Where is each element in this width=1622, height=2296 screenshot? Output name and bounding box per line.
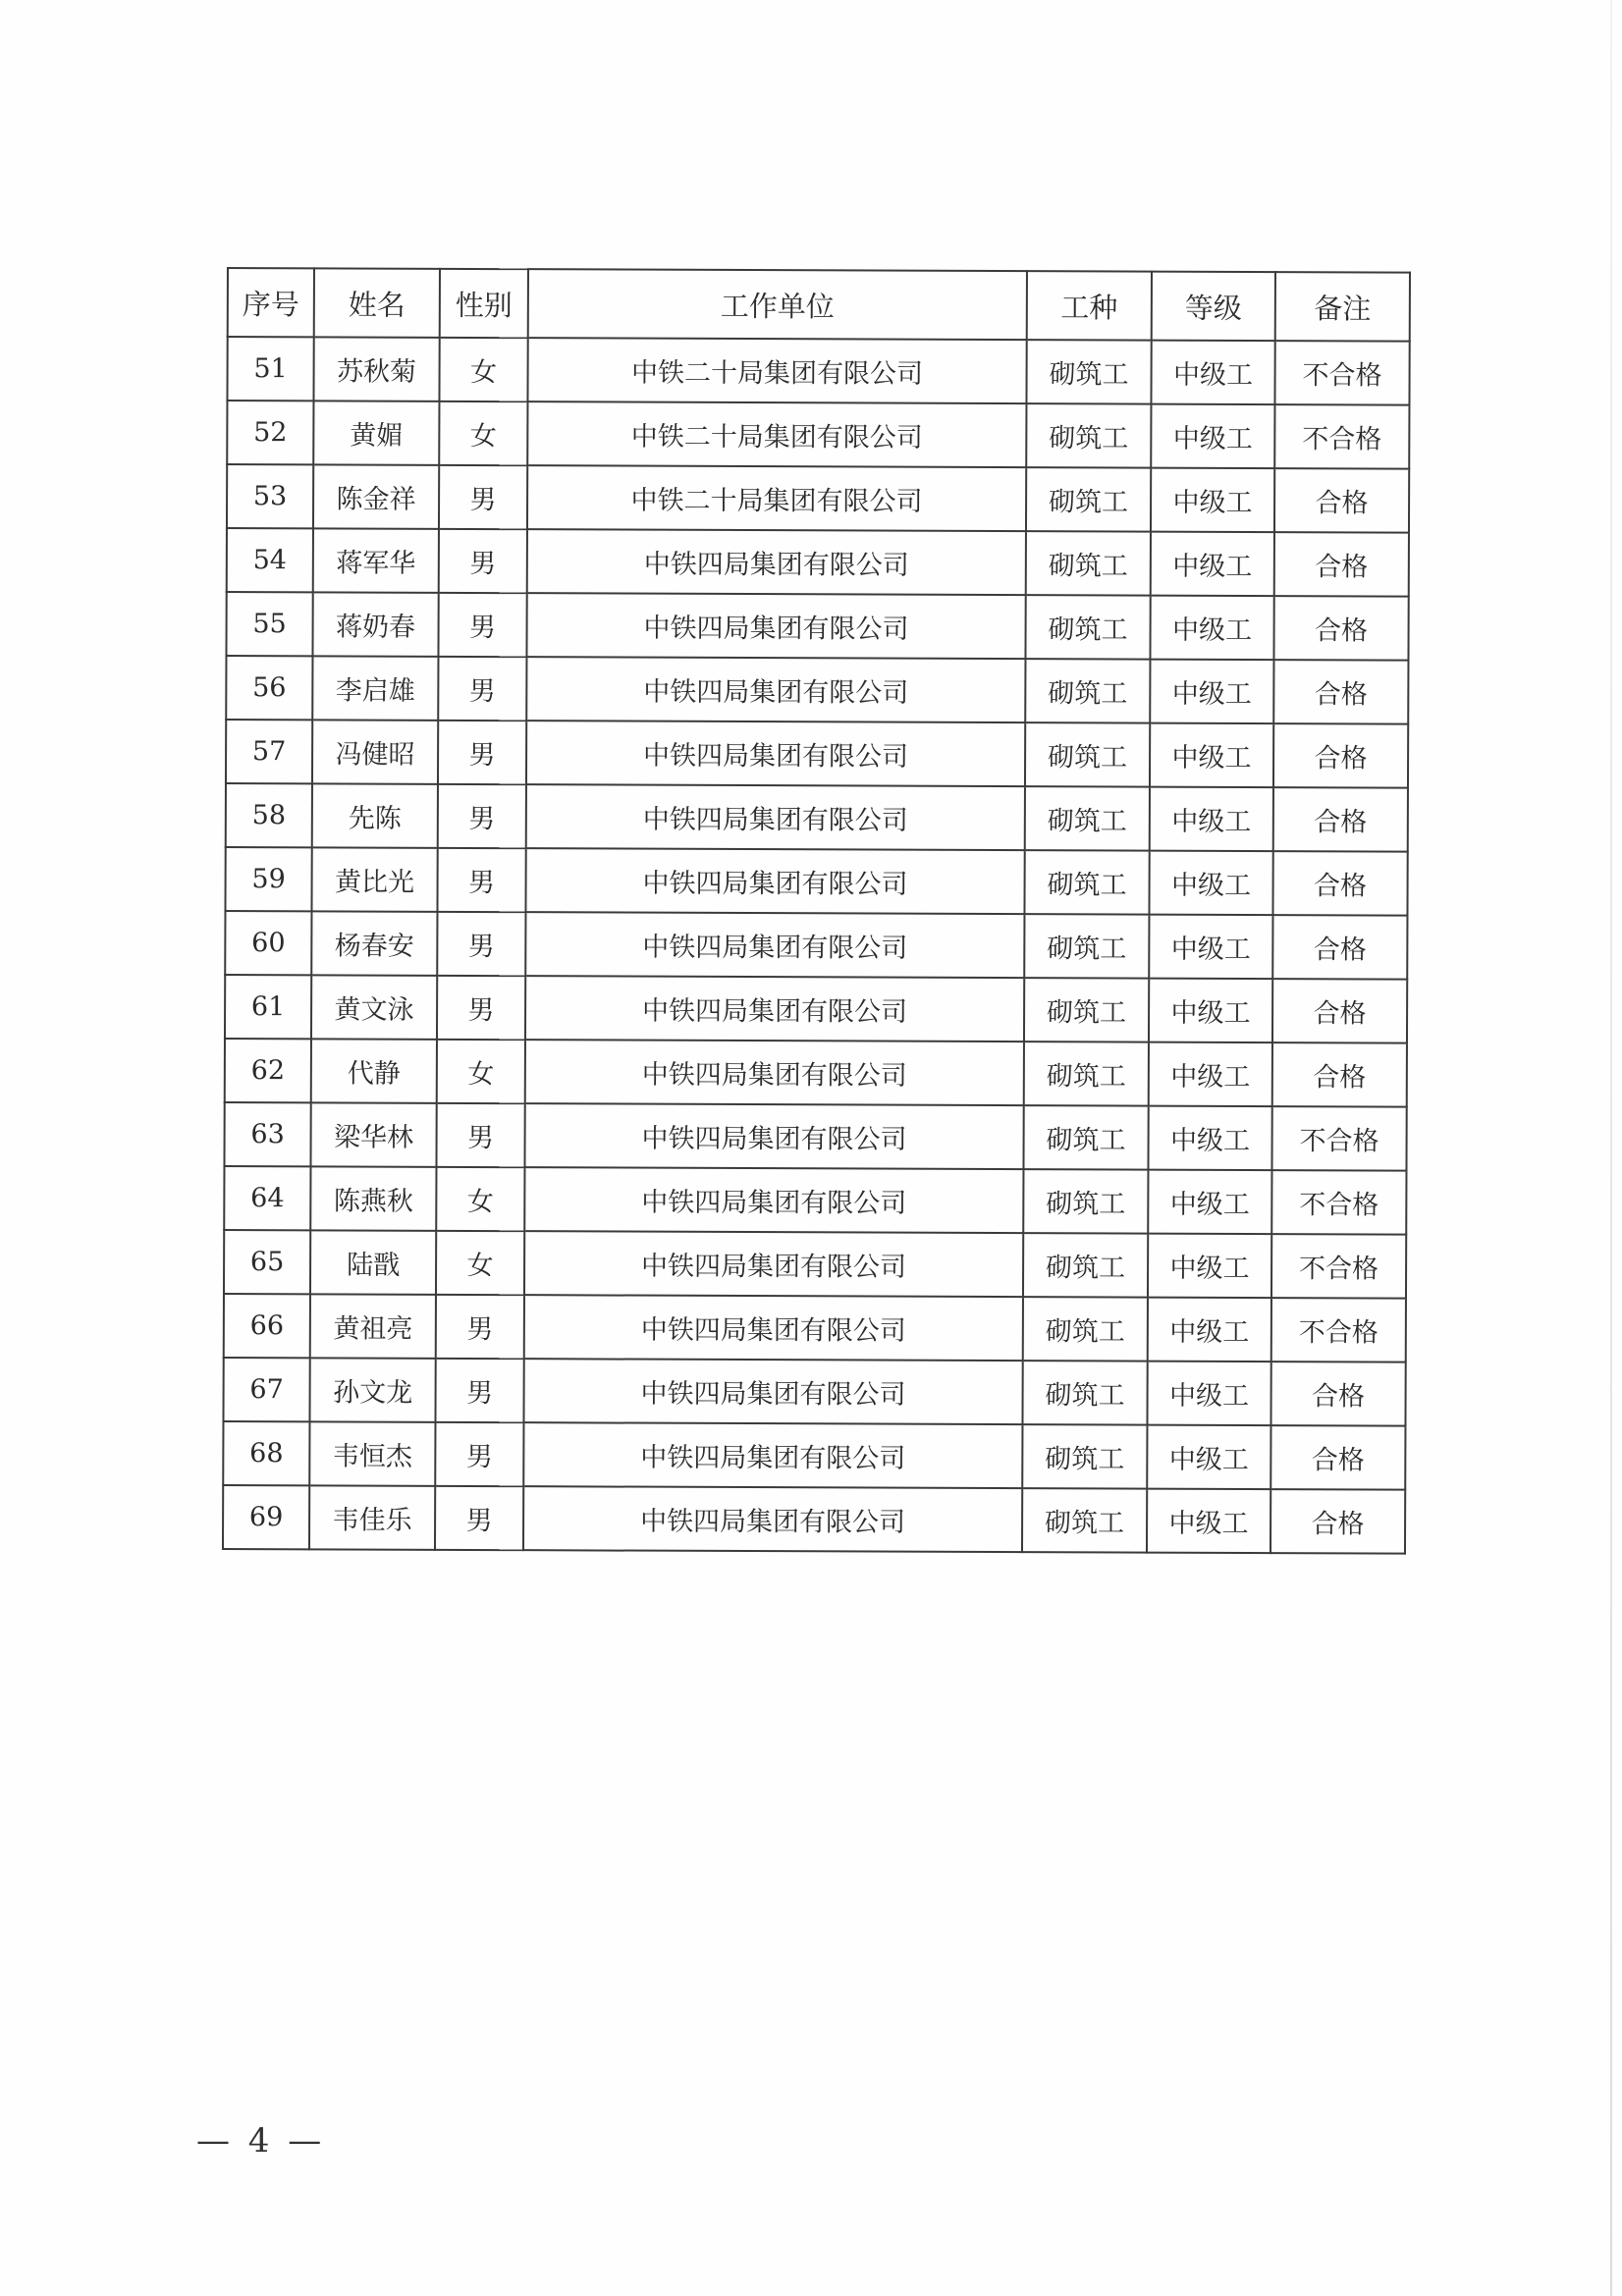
table-row [226,783,1408,852]
cell-unit: 中铁四局集团有限公司 [525,1040,1024,1105]
cell-seq: 54 [227,528,313,592]
cell-name: 孙文龙 [309,1358,435,1421]
cell-trade: 砌筑工 [1023,1233,1148,1297]
cell-unit: 中铁四局集团有限公司 [523,1486,1022,1552]
cell-trade: 砌筑工 [1026,531,1151,595]
cell-remark: 合格 [1272,915,1407,980]
table-row [225,911,1407,980]
cell-seq: 68 [223,1421,309,1485]
table-row [223,1358,1405,1426]
cell-grade: 中级工 [1149,851,1272,915]
cell-gender: 男 [435,1359,523,1422]
cell-remark: 不合格 [1271,1234,1406,1299]
cell-seq: 55 [226,592,312,656]
cell-remark: 不合格 [1271,1298,1406,1362]
cell-unit: 中铁四局集团有限公司 [524,1231,1023,1297]
cell-grade: 中级工 [1148,1298,1271,1362]
cell-remark: 不合格 [1271,1170,1406,1235]
cell-trade: 砌筑工 [1022,1361,1147,1424]
cell-grade: 中级工 [1149,915,1272,979]
cell-remark: 不合格 [1274,341,1409,405]
cell-trade: 砌筑工 [1024,914,1149,978]
cell-grade: 中级工 [1148,1170,1271,1234]
table-row [227,464,1409,533]
table-row [227,528,1409,597]
cell-grade: 中级工 [1147,1362,1271,1425]
results-table-wrapper [222,267,1411,1555]
cell-gender: 男 [436,1103,524,1167]
cell-unit: 中铁二十局集团有限公司 [527,465,1026,531]
table-row [225,847,1407,916]
cell-gender: 男 [438,593,526,657]
cell-trade: 砌筑工 [1024,850,1149,914]
cell-grade: 中级工 [1149,1042,1272,1106]
header-gender: 性别 [440,269,528,338]
table-row [225,975,1407,1043]
cell-unit: 中铁四局集团有限公司 [526,784,1025,850]
cell-name: 陈燕秋 [310,1166,436,1230]
cell-unit: 中铁二十局集团有限公司 [527,401,1026,467]
cell-seq: 56 [226,656,312,720]
cell-seq: 58 [226,783,312,847]
cell-trade: 砌筑工 [1026,403,1151,467]
table-row [224,1294,1406,1362]
cell-name: 黄文泳 [311,975,437,1039]
cell-gender: 男 [435,1486,523,1550]
cell-seq: 67 [223,1358,309,1421]
cell-remark: 合格 [1271,1362,1405,1426]
header-unit: 工作单位 [528,269,1027,340]
header-trade: 工种 [1027,271,1152,340]
cell-gender: 男 [437,976,525,1040]
cell-seq: 69 [223,1485,309,1549]
header-remark: 备注 [1275,272,1410,342]
cell-remark: 合格 [1273,787,1408,852]
cell-unit: 中铁四局集团有限公司 [525,912,1024,978]
cell-trade: 砌筑工 [1026,467,1151,531]
cell-remark: 合格 [1272,979,1407,1043]
cell-trade: 砌筑工 [1025,722,1150,786]
cell-remark: 合格 [1273,723,1408,788]
cell-name: 梁华林 [310,1102,436,1166]
cell-unit: 中铁四局集团有限公司 [526,657,1025,722]
cell-trade: 砌筑工 [1025,659,1150,722]
cell-trade: 砌筑工 [1023,1169,1148,1233]
cell-grade: 中级工 [1151,404,1274,468]
cell-name: 黄媚 [313,400,439,464]
cell-seq: 57 [226,720,312,783]
cell-gender: 女 [437,1040,525,1103]
cell-name: 韦佳乐 [309,1485,435,1549]
cell-seq: 59 [225,847,311,911]
table-row [225,1039,1407,1107]
cell-seq: 51 [227,337,313,400]
cell-gender: 女 [436,1231,524,1295]
cell-remark: 合格 [1272,1042,1407,1107]
table-row [223,1485,1405,1554]
table-row [227,400,1409,469]
table-row [226,720,1408,788]
cell-remark: 合格 [1273,660,1408,724]
cell-remark: 不合格 [1274,404,1409,469]
cell-gender: 男 [439,529,527,593]
cell-grade: 中级工 [1151,341,1274,404]
page-number: — 4 — [196,2121,326,2161]
cell-grade: 中级工 [1150,723,1273,787]
cell-trade: 砌筑工 [1024,978,1149,1041]
cell-grade: 中级工 [1151,532,1274,596]
cell-seq: 66 [224,1294,310,1358]
cell-seq: 52 [227,400,313,464]
cell-remark: 合格 [1271,1489,1405,1554]
cell-gender: 男 [438,721,526,784]
cell-remark: 合格 [1272,851,1407,916]
cell-remark: 合格 [1274,468,1409,533]
cell-gender: 女 [439,338,527,401]
cell-name: 杨春安 [311,911,437,975]
cell-name: 先陈 [312,783,438,847]
cell-grade: 中级工 [1150,596,1273,660]
header-seq: 序号 [228,268,314,337]
cell-grade: 中级工 [1150,787,1273,851]
table-row [226,656,1408,724]
cell-remark: 合格 [1271,1425,1405,1490]
cell-name: 李启雄 [312,656,438,720]
scan-edge-divider [1610,0,1612,2296]
cell-name: 代静 [311,1039,437,1102]
cell-grade: 中级工 [1147,1489,1271,1553]
table-row [226,592,1408,661]
cell-gender: 男 [435,1422,523,1486]
cell-name: 黄祖亮 [310,1294,436,1358]
cell-seq: 60 [225,911,311,975]
cell-name: 苏秋菊 [313,337,439,400]
table-row [224,1166,1406,1235]
cell-trade: 砌筑工 [1026,340,1151,403]
header-grade: 等级 [1152,272,1275,341]
table-row [224,1102,1406,1171]
cell-remark: 不合格 [1271,1106,1406,1171]
cell-name: 陆戬 [310,1230,436,1294]
cell-seq: 63 [224,1102,310,1166]
cell-seq: 64 [224,1166,310,1230]
cell-seq: 53 [227,464,313,528]
cell-unit: 中铁四局集团有限公司 [526,721,1025,786]
cell-gender: 男 [436,1295,524,1359]
cell-unit: 中铁四局集团有限公司 [525,848,1024,914]
cell-trade: 砌筑工 [1025,595,1150,659]
cell-unit: 中铁四局集团有限公司 [525,976,1024,1041]
cell-unit: 中铁四局集团有限公司 [524,1167,1023,1233]
cell-trade: 砌筑工 [1022,1488,1147,1552]
cell-grade: 中级工 [1148,1106,1271,1170]
cell-gender: 女 [436,1167,524,1231]
results-table [222,267,1411,1555]
cell-grade: 中级工 [1147,1425,1271,1489]
cell-gender: 男 [439,465,527,529]
cell-unit: 中铁四局集团有限公司 [526,593,1025,659]
cell-grade: 中级工 [1149,979,1272,1042]
cell-gender: 男 [438,784,526,848]
cell-gender: 女 [439,401,527,465]
cell-unit: 中铁四局集团有限公司 [523,1359,1022,1424]
cell-remark: 合格 [1274,532,1409,597]
cell-trade: 砌筑工 [1025,786,1150,850]
cell-trade: 砌筑工 [1023,1297,1148,1361]
cell-grade: 中级工 [1148,1234,1271,1298]
cell-unit: 中铁四局集团有限公司 [524,1103,1023,1169]
table-row [224,1230,1406,1299]
cell-grade: 中级工 [1150,660,1273,723]
cell-seq: 65 [224,1230,310,1294]
header-name: 姓名 [314,268,440,337]
cell-trade: 砌筑工 [1023,1105,1148,1169]
cell-unit: 中铁四局集团有限公司 [523,1422,1022,1488]
cell-remark: 合格 [1273,596,1408,661]
table-row [227,337,1409,405]
cell-name: 冯健昭 [312,720,438,783]
cell-seq: 61 [225,975,311,1039]
cell-name: 陈金祥 [313,464,439,528]
cell-gender: 男 [437,912,525,976]
table-row [223,1421,1405,1490]
cell-seq: 62 [225,1039,311,1102]
cell-gender: 男 [437,848,525,912]
cell-grade: 中级工 [1151,468,1274,532]
cell-name: 黄比光 [311,847,437,911]
cell-unit: 中铁四局集团有限公司 [527,529,1026,595]
cell-unit: 中铁二十局集团有限公司 [527,338,1026,403]
cell-gender: 男 [438,657,526,721]
cell-name: 韦恒杰 [309,1421,435,1485]
cell-name: 蒋军华 [313,528,439,592]
cell-trade: 砌筑工 [1022,1424,1147,1488]
cell-unit: 中铁四局集团有限公司 [524,1295,1023,1361]
table-header-row [228,268,1410,342]
cell-trade: 砌筑工 [1024,1041,1149,1105]
cell-name: 蒋奶春 [312,592,438,656]
